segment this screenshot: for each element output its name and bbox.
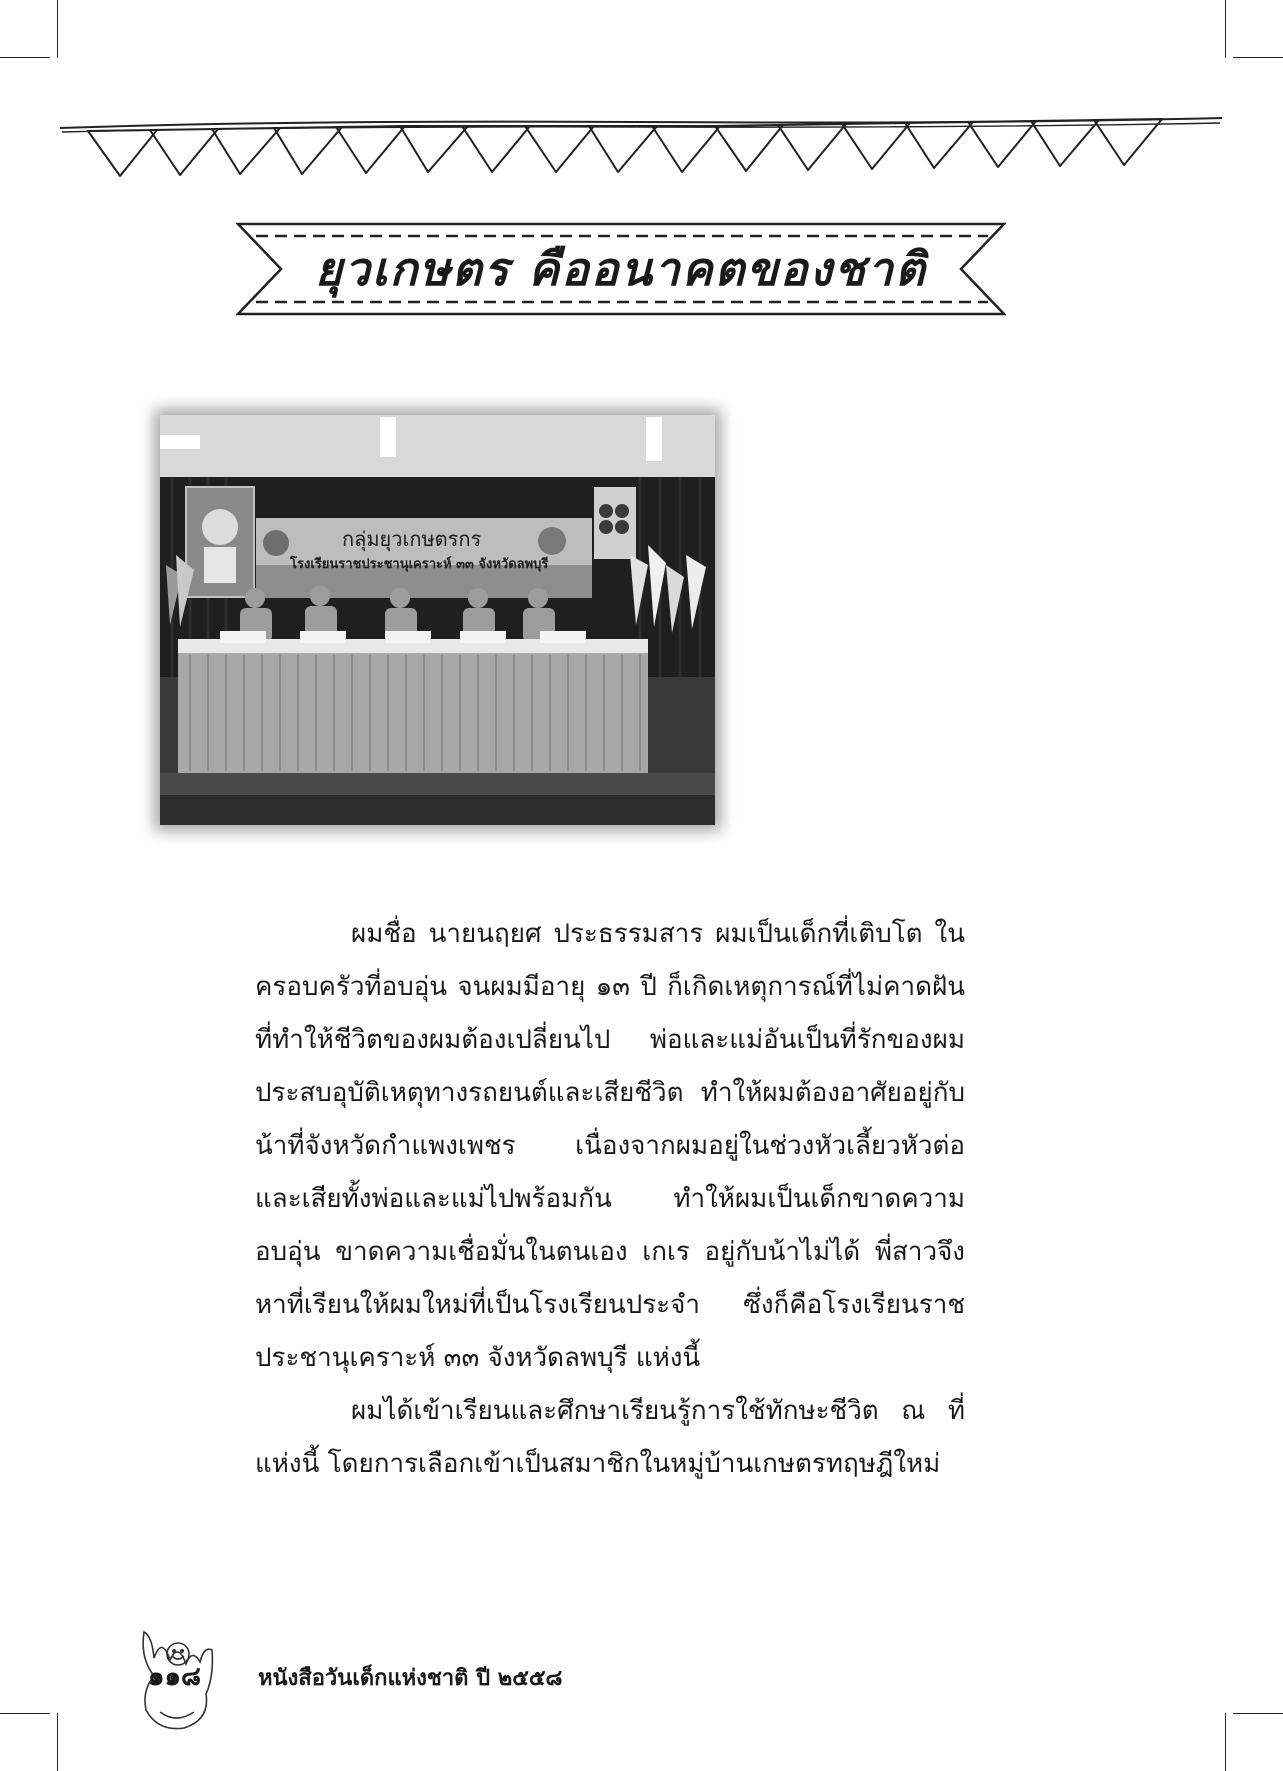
photo-banner-line1: กลุ่มยุวเกษตรกร [342,527,482,551]
page-title: ยุวเกษตร คืออนาคตของชาติ [315,241,927,296]
paragraph: ผมชื่อ นายนฤยศ ประธรรมสาร ผมเป็นเด็กที่เติบโต ในครอบครัวที่อบอุ่น จนผมมีอายุ ๑๓ ปี ก็เกิดเหตุการณ์ที่ไม่คาดฝันที่ทำให้ชีวิตของผมต้องเปลี่ยนไป พ่อและแม่อันเป็นที่รักของผมประสบอุบัติเหตุทางรถยนต์และเสียชีวิต ทำให้ผมต้องอาศัยอยู่กับน้าที่จังหวัดกำแพงเพชร เนื่องจากผมอยู่ในช่วงหัวเลี้ยวหัวต่อ และเสียทั้งพ่อและแม่ไปพร้อมกัน ทำให้ผมเป็นเด็กขาดความอบอุ่น ขาดความเชื่อมั่นในตนเอง เกเร อยู่กับน้าไม่ได้ พี่สาวจึงหาที่เรียนให้ผมใหม่ที่เป็นโรงเรียนประจำ ซึ่งก็คือโรงเรียนราชประชานุเคราะห์ ๓๓ จังหวัดลพบุรี แห่งนี้ [255,919,965,1373]
crop-mark [0,1713,50,1714]
page-number: ๑๑๘ [148,1662,202,1692]
body-text [255,908,965,1491]
paragraph: ผมได้เข้าเรียนและศึกษาเรียนรู้การใช้ทักษะชีวิต ณ ที่แห่งนี้ โดยการเลือกเข้าเป็นสมาชิกในหมู่บ้านเกษตรทฤษฎีใหม่ [255,1396,965,1479]
bunting-garland [0,0,1283,200]
crop-mark [57,1713,58,1771]
event-photo [160,415,715,825]
book-title: หนังสือวันเด็กแห่งชาติ ปี ๒๕๕๘ [258,1666,563,1691]
crop-mark [1225,1713,1226,1771]
crop-mark [1233,1713,1283,1714]
photo-banner-line2: โรงเรียนราชประชานุเคราะห์ ๓๓ จังหวัดลพบุรี [290,557,549,572]
